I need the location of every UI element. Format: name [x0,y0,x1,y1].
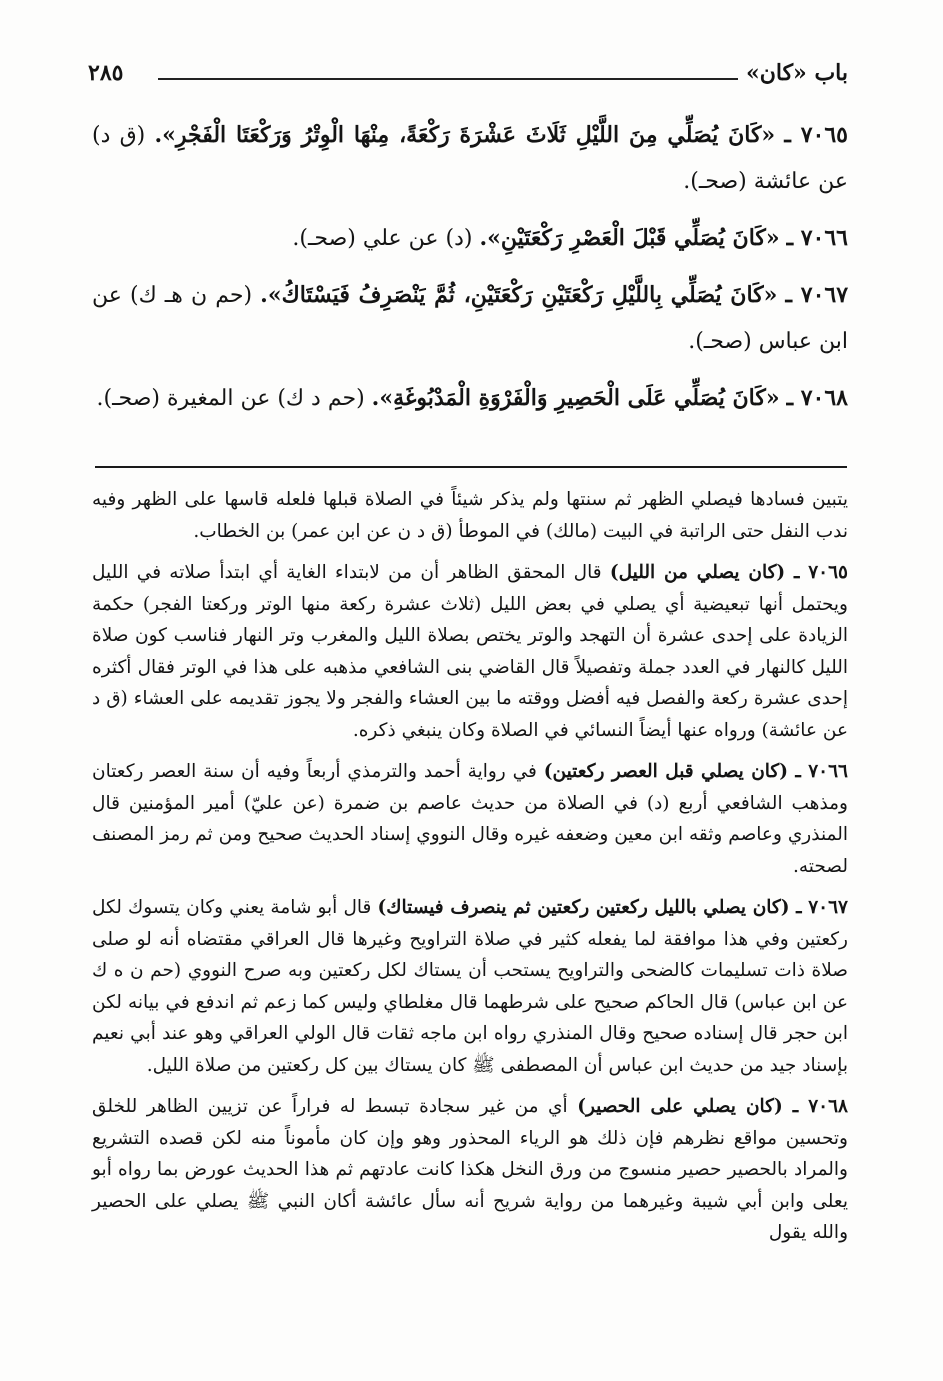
hadith-source: (ق د) عن عائشة (صحـ). [92,123,848,194]
commentary-lead: ٧٠٦٧ ـ (كان يصلي بالليل ركعتين ركعتين ثم ينصرف فيستاك) [377,897,848,918]
commentary-divider [95,466,847,468]
chapter-title: باب «كان» [745,60,848,86]
hadith-number: ٧٠٦٦ ـ [786,225,848,251]
commentary-paragraph [92,484,848,547]
hadith-source: (د) عن علي (صحـ). [292,226,473,251]
commentary-text: قال المحقق الظاهر أن من لابتداء الغاية أي ابتدأ صلاته في الليل ويحتمل أنها تبعيضية أي يصلي في بعض الليل (ثلاث عشرة ركعة منها الوتر وركعتا الفجر) حكمة الزيادة على إحدى عشرة أن التهجد والوتر يختص بصلاة الليل والمغرب وتر النهار فناسب كون صلاة الليل كالنهار في العدد جملة وتفصيلاً قال القاضي بنى الشافعي مذهبه على هذا في الوتر فقال أكثره إحدى عشرة ركعة والفصل فيه أفضل ووقته ما بين العشاء والفجر ولا يجوز تقديمه على العشاء (ق د عن عائشة) ورواه عنها أيضاً النسائي في الصلاة وكان ينبغي ذكره. [92,562,848,741]
commentary-lead: ٧٠٦٨ ـ (كان يصلي على الحصير) [577,1096,848,1117]
commentary-paragraph [92,1091,848,1249]
hadith-source: (حم د ك) عن المغيرة (صحـ). [96,386,365,411]
hadith-entry [92,112,848,205]
hadith-number: ٧٠٦٥ ـ [784,122,848,148]
hadith-text: «كَانَ يُصَلِّي عَلَى الْحَصِيرِ وَالْفَرْوَةِ الْمَدْبُوغَةِ». [371,385,780,411]
hadith-entry [92,215,848,262]
commentary-text: أي من غير سجادة تبسط له فراراً عن تزيين الظاهر للخلق وتحسين مواقع نظرهم فإن ذلك هو الرياء المحذور وهو وإن كان مأموناً منه لكن قصده التشريع والمراد بالحصير حصير منسوج من ورق النخل هكذا كانت عادتهم ثم هذا الحديث عورض بما رواه أبو يعلى وابن أبي شيبة وغيرهما من رواية شريح أنه سأل عائشة أكان النبي ﷺ يصلي على الحصير والله يقول [92,1096,848,1243]
commentary-text: قال أبو شامة يعني وكان يتسوك لكل ركعتين وفي هذا موافقة لما يفعله كثير في صلاة التراويح وغيرها قال العراقي مقتضاه أنه لو صلى صلاة ذات تسليمات كالضحى والتراويح يستحب أن يستاك لكل ركعتين وبه صرح النووي (حم ن ه ك عن ابن عباس) قال الحاكم صحيح على شرطهما قال مغلطاي وليس كما زعم ثم اندفع في بيانه لكن ابن حجر قال إسناده صحيح وقال المنذري رواه ابن ماجه ثقات قال الولي العراقي وهو عند أبي نعيم بإسناد جيد من حديث ابن عباس أن المصطفى ﷺ كان يستاك بين كل ركعتين من صلاة الليل. [92,897,848,1076]
hadith-text: «كَانَ يُصَلِّي قَبْلَ الْعَصْرِ رَكْعَتَيْنِ». [479,225,780,251]
hadith-entry [92,272,848,365]
commentary-text: في رواية أحمد والترمذي أربعاً وفيه أن سنة العصر ركعتان ومذهب الشافعي أربع (د) في الصلاة من حديث عاصم بن ضمرة (عن عليّ) أمير المؤمنين قال المنذري وعاصم وثقه ابن معين وضعفه غيره وقال النووي إسناد الحديث صحيح ومن ثم رمز المصنف لصحته. [92,761,848,877]
hadith-list [92,112,848,432]
commentary-text: يتبين فسادها فيصلي الظهر ثم سنتها ولم يذكر شيئاً في الصلاة قبلها فلعله قاسها على الظهر وفيه ندب النفل حتى الراتبة في البيت (مالك) في الموطأ (ق د ن عن ابن عمر) بن الخطاب. [92,489,848,542]
commentary-paragraph [92,557,848,746]
header-rule [158,78,738,80]
page-header [88,58,848,94]
hadith-source: (حم ن هـ ك) عن ابن عباس (صحـ). [92,283,848,354]
commentary-paragraph [92,892,848,1081]
hadith-text: «كَانَ يُصَلِّي مِنَ اللَّيْلِ ثَلَاثَ عَشْرَةَ رَكْعَةً، مِنْهَا الْوِتْرُ وَرَكْعَتَا الْفَجْرِ». [154,122,776,148]
hadith-number: ٧٠٦٧ ـ [785,282,849,308]
commentary-paragraph [92,756,848,882]
hadith-text: «كَانَ يُصَلِّي بِاللَّيْلِ رَكْعَتَيْنِ رَكْعَتَيْنِ، ثُمَّ يَنْصَرِفُ فَيَسْتَاكُ». [260,282,778,308]
commentary-lead: ٧٠٦٦ ـ (كان يصلي قبل العصر ركعتين) [543,761,848,782]
page-number: ٢٨٥ [88,60,124,86]
commentary-lead: ٧٠٦٥ ـ (كان يصلي من الليل) [609,562,848,583]
commentary-section [92,484,848,1259]
hadith-number: ٧٠٦٨ ـ [786,385,848,411]
hadith-entry [92,375,848,422]
